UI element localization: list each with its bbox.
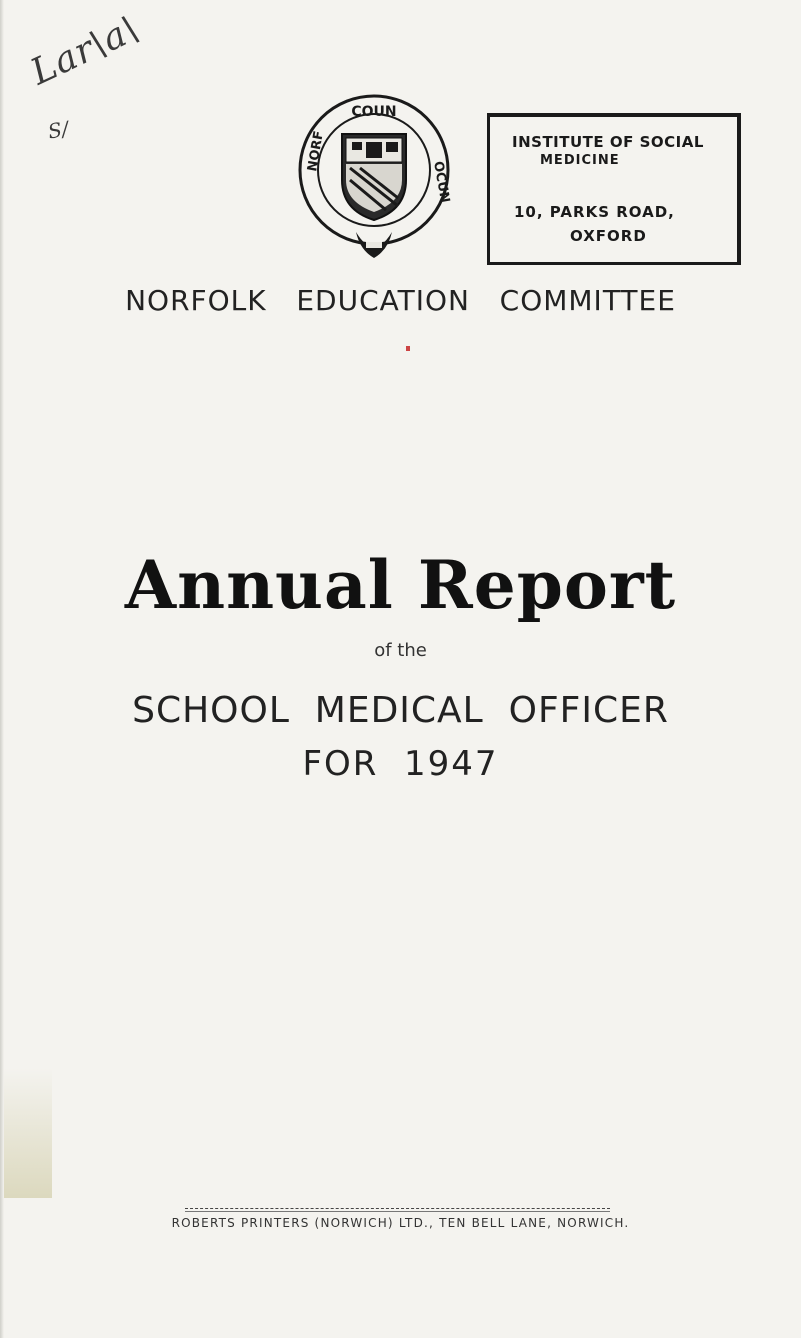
- stamp-institute: INSTITUTE OF SOCIAL: [512, 133, 704, 151]
- library-stamp: [487, 113, 741, 265]
- norfolk-county-crest-icon: [296, 92, 452, 268]
- printer-divider-secondary: [185, 1211, 610, 1212]
- report-year: FOR 1947: [302, 744, 499, 784]
- printer-divider: [185, 1208, 610, 1209]
- stamp-city: OXFORD: [570, 227, 647, 245]
- ink-speck: [406, 346, 410, 351]
- stamp-address: 10, PARKS ROAD,: [514, 203, 675, 221]
- printer-imprint: ROBERTS PRINTERS (NORWICH) LTD., TEN BELL LANE, NORWICH.: [171, 1216, 630, 1230]
- report-subject: SCHOOL MEDICAL OFFICER: [132, 690, 669, 731]
- svg-text:NORF: NORF: [305, 129, 328, 173]
- committee-heading: NORFOLK EDUCATION COMMITTEE: [125, 284, 676, 317]
- svg-text:COUN: COUN: [351, 104, 397, 120]
- stamp-medicine: MEDICINE: [540, 153, 620, 168]
- title-connector: of the: [374, 640, 427, 661]
- handwritten-mark: S/: [46, 116, 71, 144]
- handwritten-note: Lar\a\: [24, 7, 146, 94]
- page-title: Annual Report: [124, 546, 677, 624]
- paper-stain: [4, 1068, 52, 1198]
- svg-text:OCUN: OCUN: [430, 160, 452, 205]
